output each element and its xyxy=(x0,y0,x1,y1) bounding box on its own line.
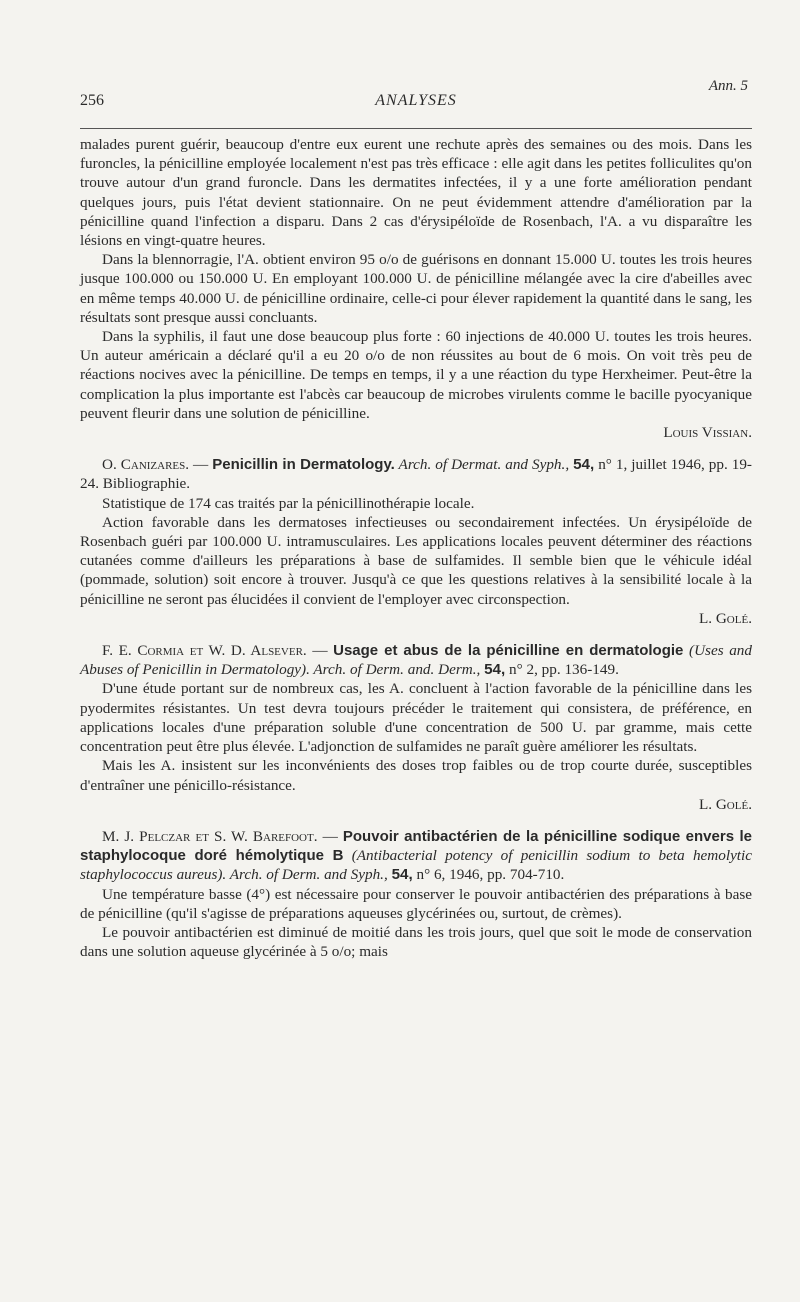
text-body xyxy=(80,135,752,961)
article-title: Penicillin in Dermatology. xyxy=(212,456,395,474)
citation-dash: — xyxy=(189,456,213,474)
authors: O. Canizares. xyxy=(102,456,190,474)
journal: (Uses and Abuses of Penicillin in Dermatology). Arch. of Derm. and. Derm., xyxy=(80,642,752,679)
abstract-entry xyxy=(80,827,752,961)
abstract-paragraph: D'une étude portant sur de nombreux cas, les A. concluent à l'action favorable de la pénicilline dans les pyodermites résistantes. Un test devra toujours précéder le traitement qui consistera, de préférence, en applications locales d'une préparation soluble d'une concentration de 500 U. par gramme, mais cette concentration peut être plus élevée. L'adjonction de sulfamides ne paraît guère améliorer les résultats. xyxy=(80,680,752,756)
abstract-paragraph: Statistique de 174 cas traités par la pénicillinothérapie locale. xyxy=(102,494,475,512)
volume: 54, xyxy=(391,866,413,884)
signature: L. Golé. xyxy=(698,795,752,813)
signature: L. Golé. xyxy=(698,609,752,627)
journal: Arch. of Dermat. and Syph., xyxy=(394,456,574,474)
abstract-entry xyxy=(80,641,752,814)
running-title: ANALYSES xyxy=(375,92,457,109)
authors: M. J. Pelczar et S. W. Barefoot. xyxy=(102,827,318,845)
authors: F. E. Cormia et W. D. Alsever. xyxy=(102,642,307,660)
header-rule xyxy=(80,128,752,129)
abstract-paragraph: Action favorable dans les dermatoses infectieuses ou secondairement infectées. Un érysipéloïde de Rosenbach guéri par 100.000 U. intramusculaires. Les applications locales peuvent déterminer des réactions cutanées comme d'ailleurs les préparations à base de sulfamides. Il semble bien que le véhicule idéal (pommade, solution) soit encore à trouver. Jusqu'à ce que les questions relatives à la sensibilité locale à la pénicilline ne seront pas élucidées il convient de l'employer avec circonspection. xyxy=(80,513,752,608)
intro-paragraph: Dans la syphilis, il faut une dose beaucoup plus forte : 60 injections de 40.000 U. toutes les trois heures. Un auteur américain a déclaré qu'il a eu 20 o/o de non réussites au bout de 6 mois. On voit très peu de réactions nocives avec la pénicilline. De temps en temps, il y a une réaction du type Herxheimer. Peut-être la complication la plus importante est l'abcès car beaucoup de microbes virulents comme le bacille pyocyanique peuvent fleurir dans une solution de pénicilline. xyxy=(80,328,752,422)
page-number: 256 xyxy=(80,92,104,109)
abstract-paragraph: Le pouvoir antibactérien est diminué de moitié dans les trois jours, quel que soit le mode de conservation dans une solution aqueuse glycérinée à 5 o/o; mais xyxy=(80,923,752,961)
journal: (Antibacterial potency of penicillin sodium to beta hemolytic staphylococcus aureus). Arch. of Derm. and Syph., xyxy=(80,847,752,884)
signature: Louis Vissian. xyxy=(663,424,752,442)
citation xyxy=(80,827,752,885)
volume: 54, xyxy=(484,661,506,679)
citation-details: n° 6, 1946, pp. 704-710. xyxy=(412,866,565,884)
abstract-entry xyxy=(80,455,752,628)
article-title: Usage et abus de la pénicilline en dermatologie xyxy=(333,642,684,660)
intro-paragraph: Dans la blennorragie, l'A. obtient environ 95 o/o de guérisons en donnant 15.000 U. toutes les trois heures jusque 100.000 ou 150.000 U. En employant 100.000 U. de pénicilline mélangée avec la cire d'abeilles avec en même temps 40.000 U. de pénicilline ordinaire, celle-ci pour élever rapidement la quantité dans le sang, les résultats sont presque aussi concluants. xyxy=(80,251,752,326)
abstract-paragraph: Une température basse (4°) est nécessaire pour conserver le pouvoir antibactérien des préparations à base de pénicilline (qu'il s'agisse de préparations aqueuses glycérinées ou, surtout, de crèmes). xyxy=(80,885,752,922)
citation-details: n° 2, pp. 136-149. xyxy=(505,661,619,679)
article-title: Pouvoir antibactérien de la pénicilline sodique envers le staphylocoque doré hémolytique B xyxy=(80,827,753,865)
citation-details: n° 1, juillet 1946, pp. 19-24. Bibliographie. xyxy=(80,456,752,493)
intro-paragraph: malades purent guérir, beaucoup d'entre eux eurent une rechute après des semaines ou des mois. Dans les furoncles, la pénicilline employée localement n'est pas très efficace : elle agit dans les petites folliculites qu'on trouve autour d'un grand furoncle. Dans les dermatites infectées, il y a une forte amélioration pendant quelques jours, puis l'état devient stationnaire. On ne peut évidemment attendre d'amélioration par la pénicilline quand l'infection a disparu. Dans 2 cas d'érysipéloïde de Rosenbach, l'A. a vu disparaître les lésions en vingt-quatre heures. xyxy=(80,136,752,250)
margin-annotation: Ann. 5 xyxy=(708,78,748,94)
citation xyxy=(80,641,752,679)
citation xyxy=(80,455,752,493)
citation-dash: — xyxy=(317,827,343,845)
abstract-paragraph: Mais les A. insistent sur les inconvénients des doses trop faibles ou de trop courte durée, susceptibles d'entraîner une pénicillo-résistance. xyxy=(80,757,752,794)
citation-dash: — xyxy=(306,642,334,660)
page-header xyxy=(80,92,752,118)
volume: 54, xyxy=(573,456,595,474)
